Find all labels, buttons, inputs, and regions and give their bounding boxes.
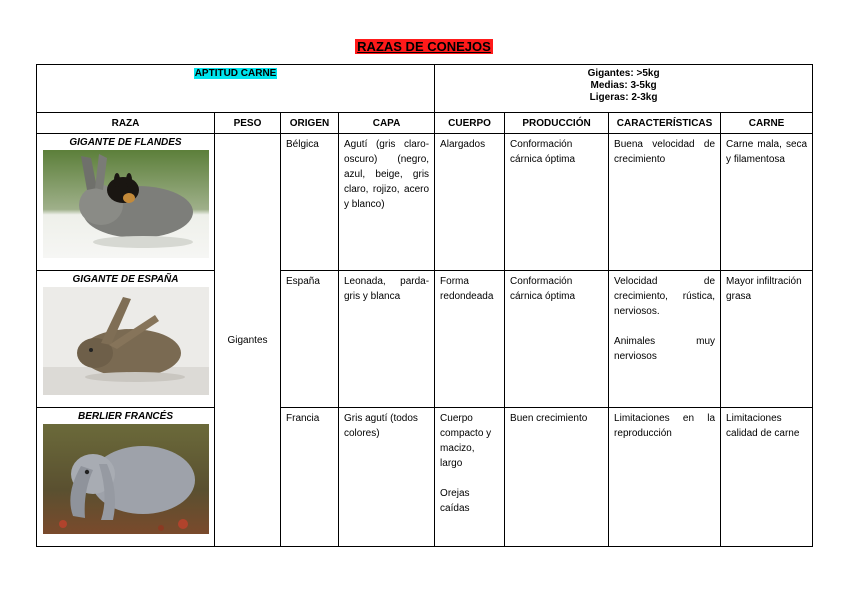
col-header-cuerpo: CUERPO (435, 113, 505, 134)
aptitud-cell (37, 65, 435, 113)
peso-value: Gigantes (227, 334, 268, 346)
capa-cell (339, 408, 435, 547)
table-row (37, 134, 813, 271)
header-row-top (37, 65, 813, 113)
rabbit-photo-berlier (43, 424, 209, 534)
col-header-raza: RAZA (37, 113, 215, 134)
peso-cell (215, 134, 281, 547)
col-header-peso: PESO (215, 113, 281, 134)
capa-value: Leonada, parda-gris y blanca (344, 276, 430, 302)
carne-cell (721, 134, 813, 271)
caracteristicas-value: Velocidad de crecimiento, rústica, nerviosos. (614, 276, 716, 317)
caracteristicas-value: Buena velocidad de crecimiento (614, 139, 716, 165)
cuerpo-cell (435, 271, 505, 408)
category-gigantes: Gigantes: >5kg (587, 68, 660, 79)
origen-cell (281, 408, 339, 547)
raza-name: GIGANTE DE FLANDES (69, 137, 182, 148)
column-header-row (37, 113, 813, 134)
raza-name: GIGANTE DE ESPAÑA (72, 274, 179, 285)
carne-value: Carne mala, seca y filamentosa (726, 139, 808, 165)
category-ligeras: Ligeras: 2-3kg (589, 92, 658, 103)
capa-cell (339, 134, 435, 271)
table-row (37, 408, 813, 547)
cuerpo-cell (435, 408, 505, 547)
carne-value: Mayor infiltración grasa (726, 276, 802, 302)
capa-value: Agutí (gris claro-oscuro) (negro, azul, beige, gris claro, rojizo, acero y blanco) (344, 139, 430, 210)
col-header-produccion: PRODUCCIÓN (505, 113, 609, 134)
carne-value: Limitaciones calidad de carne (726, 413, 800, 439)
caracteristicas-value: Limitaciones en la reproducción (614, 413, 716, 439)
col-header-carne: CARNE (721, 113, 813, 134)
carne-cell (721, 408, 813, 547)
caracteristicas-extra: Animales muy nerviosos (614, 336, 716, 362)
rabbit-photo-flandes (43, 150, 209, 258)
category-medias: Medias: 3-5kg (590, 80, 657, 91)
raza-name: BERLIER FRANCÉS (77, 411, 173, 422)
breeds-table (36, 64, 813, 547)
weight-categories-cell (435, 65, 813, 113)
origen-value: Bélgica (286, 139, 319, 150)
raza-cell (37, 134, 215, 271)
capa-cell (339, 271, 435, 408)
capa-value: Gris agutí (todos colores) (344, 413, 418, 439)
origen-value: Francia (286, 413, 320, 424)
aptitud-label: APTITUD CARNE (194, 68, 277, 79)
produccion-value: Conformación cárnica óptima (510, 276, 576, 302)
title-wrap (0, 38, 848, 56)
produccion-value: Buen crecimiento (510, 413, 588, 424)
produccion-cell (505, 134, 609, 271)
cuerpo-value: Forma redondeada (440, 276, 494, 302)
rabbit-photo-espana (43, 287, 209, 395)
raza-cell (37, 271, 215, 408)
origen-value: España (286, 276, 320, 287)
carne-cell (721, 271, 813, 408)
caracteristicas-cell (609, 134, 721, 271)
cuerpo-cell (435, 134, 505, 271)
caracteristicas-cell (609, 408, 721, 547)
origen-cell (281, 271, 339, 408)
col-header-origen: ORIGEN (281, 113, 339, 134)
produccion-value: Conformación cárnica óptima (510, 139, 576, 165)
table-row (37, 271, 813, 408)
col-header-caracteristicas: CARACTERÍSTICAS (609, 113, 721, 134)
caracteristicas-cell (609, 271, 721, 408)
origen-cell (281, 134, 339, 271)
page-title: RAZAS DE CONEJOS (357, 39, 491, 54)
produccion-cell (505, 408, 609, 547)
cuerpo-extra: Orejas caídas (440, 488, 470, 514)
col-header-capa: CAPA (339, 113, 435, 134)
cuerpo-value: Cuerpo compacto y macizo, largo (440, 413, 492, 469)
cuerpo-value: Alargados (440, 139, 486, 150)
raza-cell (37, 408, 215, 547)
produccion-cell (505, 271, 609, 408)
